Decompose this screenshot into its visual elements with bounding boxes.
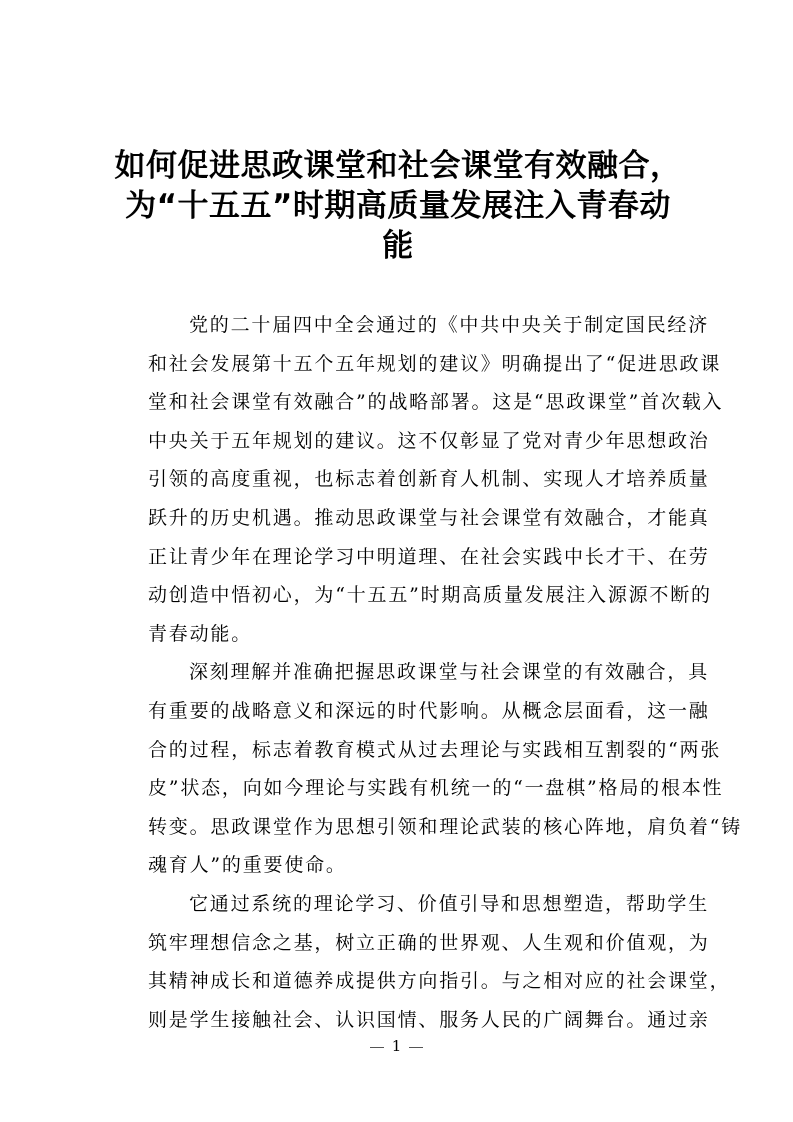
text-line: 合的过程，标志着教育模式从过去理论与实践相互割裂的“两张 — [148, 738, 722, 761]
text-line: 深刻理解并准确把握思政课堂与社会课堂的有效融合，具 — [189, 661, 710, 684]
text-line: 筑牢理想信念之基，树立正确的世界观、人生观和价值观，为 — [148, 931, 710, 954]
text-line: 其精神成长和道德养成提供方向指引。与之相对应的社会课堂， — [148, 970, 731, 993]
text-line: 青春动能。 — [148, 622, 253, 645]
text-line: 堂和社会课堂有效融合”的战略部署。这是“思政课堂”首次载入 — [148, 391, 724, 414]
text-line: 有重要的战略意义和深远的时代影响。从概念层面看，这一融 — [148, 699, 710, 722]
dash-left — [370, 1047, 384, 1048]
text-line: 则是学生接触社会、认识国情、服务人民的广阔舞台。通过亲 — [148, 1008, 710, 1031]
page-footer — [0, 1036, 793, 1056]
dash-right — [409, 1047, 423, 1048]
text-line: 引领的高度重视，也标志着创新育人机制、实现人才培养质量 — [148, 468, 710, 491]
paragraph — [107, 306, 724, 653]
text-line: 魂育人”的重要使命。 — [148, 854, 347, 877]
title-line: 为“十五五”时期高质量发展注入青春动 — [125, 188, 671, 224]
text-line: 跃升的历史机遇。推动思政课堂与社会课堂有效融合，才能真 — [148, 506, 710, 529]
text-line: 和社会发展第十五个五年规划的建议》明确提出了“促进思政课 — [148, 352, 722, 375]
text-line: 正让青少年在理论学习中明道理、在社会实践中长才干、在劳 — [148, 545, 710, 568]
title-line: 能 — [382, 228, 414, 264]
text-line: 转变。思政课堂作为思想引领和理论武装的核心阵地，肩负着“铸 — [148, 815, 742, 838]
document-title — [104, 146, 692, 266]
document-body — [107, 306, 742, 1039]
page-number: 1 — [391, 1037, 402, 1055]
title-line: 如何促进思政课堂和社会课堂有效融合， — [114, 148, 682, 184]
paragraph — [107, 885, 731, 1039]
text-line: 它通过系统的理论学习、价值引导和思想塑造，帮助学生 — [189, 892, 710, 915]
paragraph — [107, 653, 742, 885]
text-line: 皮”状态，向如今理论与实践有机统一的“一盘棋”格局的根本性 — [148, 777, 724, 800]
text-line: 动创造中悟初心，为“十五五”时期高质量发展注入源源不断的 — [148, 584, 712, 607]
text-line: 中央关于五年规划的建议。这不仅彰显了党对青少年思想政治 — [148, 429, 710, 452]
text-line: 党的二十届四中全会通过的《中共中央关于制定国民经济 — [189, 314, 710, 336]
